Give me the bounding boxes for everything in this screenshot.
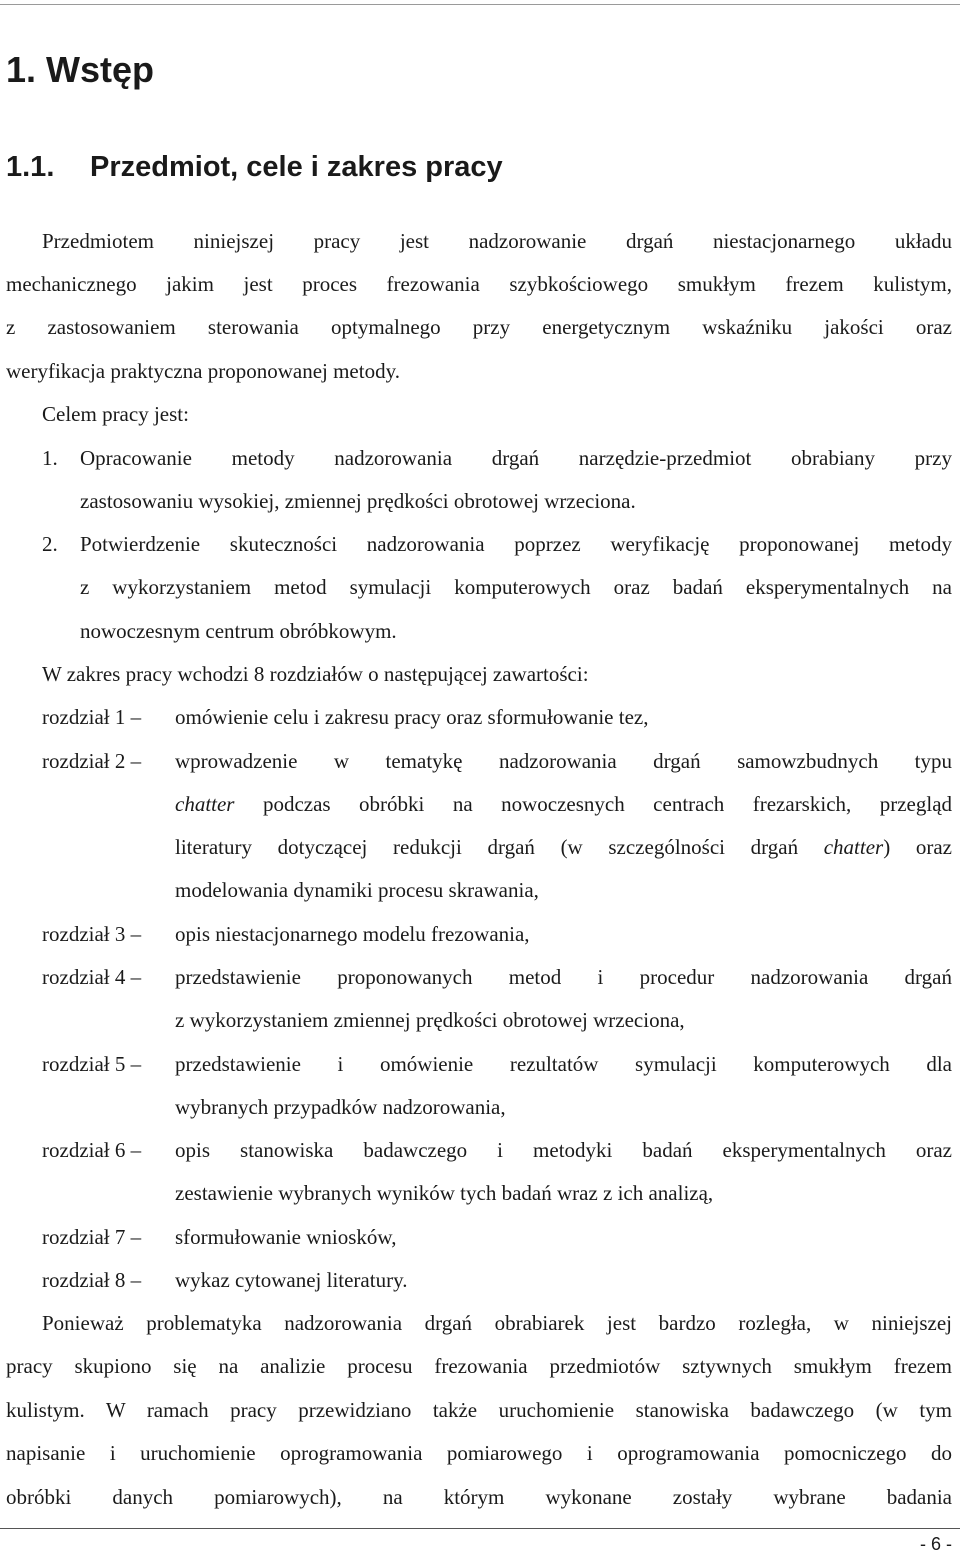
- chapter-4-label: rozdział 4 –: [42, 965, 142, 989]
- chapter-5-line-2: wybranych przypadków nadzorowania,: [175, 1095, 506, 1119]
- chapter-heading: 1. Wstęp: [6, 49, 155, 90]
- chapter-6-label: rozdział 6 –: [42, 1138, 142, 1162]
- goal-1-line-2: zastosowaniu wysokiej, zmiennej prędkości obrotowej wrzeciona.: [80, 489, 636, 513]
- chapter-3-label: rozdział 3 –: [42, 922, 142, 946]
- footer-rule: [0, 1528, 960, 1529]
- intro-line-2: mechanicznego jakim jest proces frezowania szybkościowego smukłym frezem kulistym,: [6, 272, 952, 296]
- chatter-term: chatter: [823, 835, 884, 859]
- chapter-2-line-2: chatter podczas obróbki na nowoczesnych centrach frezarskich, przegląd: [175, 792, 952, 816]
- closing-line-5: obróbki danych pomiarowych), na którym wykonane zostały wybrane badania: [6, 1485, 952, 1509]
- goal-number-2: 2.: [42, 532, 58, 556]
- chapter-8-label: rozdział 8 –: [42, 1268, 142, 1292]
- intro-line-3: z zastosowaniem sterowania optymalnego przy energetycznym wskaźniku jakości oraz: [6, 315, 952, 339]
- goal-1-line-1: Opracowanie metody nadzorowania drgań narzędzie-przedmiot obrabiany przy: [80, 446, 952, 470]
- closing-line-2: pracy skupiono się na analizie procesu frezowania przedmiotów sztywnych smukłym frezem: [6, 1354, 952, 1378]
- goal-2-line-1: Potwierdzenie skuteczności nadzorowania poprzez weryfikację proponowanej metody: [80, 532, 952, 556]
- closing-line-3: kulistym. W ramach pracy przewidziano także uruchomienie stanowiska badawczego (w tym: [6, 1398, 952, 1422]
- chapter-2-label: rozdział 2 –: [42, 749, 142, 773]
- intro-line-1: Przedmiotem niniejszej pracy jest nadzorowanie drgań niestacjonarnego układu: [42, 229, 952, 253]
- top-rule: [0, 4, 960, 5]
- chapter-6-line-2: zestawienie wybranych wyników tych badań wraz z ich analizą,: [175, 1181, 714, 1205]
- section-title: Przedmiot, cele i zakres pracy: [90, 151, 503, 183]
- chapter-2-line-4: modelowania dynamiki procesu skrawania,: [175, 878, 539, 902]
- section-number: 1.1.: [6, 151, 55, 183]
- chapter-1-label: rozdział 1 –: [42, 705, 142, 729]
- goal-2-line-3: nowoczesnym centrum obróbkowym.: [80, 619, 397, 643]
- chapter-7-label: rozdział 7 –: [42, 1225, 142, 1249]
- chapter-3-text: opis niestacjonarnego modelu frezowania,: [175, 922, 530, 946]
- goal-2-line-2: z wykorzystaniem metod symulacji komputerowych oraz badań eksperymentalnych na: [80, 575, 952, 599]
- page-number: - 6 -: [919, 1534, 952, 1554]
- chapter-5-label: rozdział 5 –: [42, 1052, 142, 1076]
- scope-intro: W zakres pracy wchodzi 8 rozdziałów o następującej zawartości:: [42, 662, 589, 686]
- chapter-2-line-3: literatury dotyczącej redukcji drgań (w szczególności drgań chatter) oraz: [175, 835, 952, 859]
- section-heading: [6, 146, 503, 188]
- closing-line-1: Ponieważ problematyka nadzorowania drgań obrabiarek jest bardzo rozległa, w niniejszej: [42, 1311, 952, 1335]
- chapter-5-line-1: przedstawienie i omówienie rezultatów symulacji komputerowych dla: [175, 1052, 952, 1076]
- chapter-8-text: wykaz cytowanej literatury.: [175, 1268, 408, 1292]
- chapter-4-line-1: przedstawienie proponowanych metod i procedur nadzorowania drgań: [175, 965, 952, 989]
- chapter-1-text: omówienie celu i zakresu pracy oraz sformułowanie tez,: [175, 705, 649, 729]
- chapter-2-line-1: wprowadzenie w tematykę nadzorowania drgań samowzbudnych typu: [175, 749, 952, 773]
- chapter-4-line-2: z wykorzystaniem zmiennej prędkości obrotowej wrzeciona,: [175, 1008, 685, 1032]
- chapter-7-text: sformułowanie wniosków,: [175, 1225, 397, 1249]
- goals-intro: Celem pracy jest:: [42, 402, 189, 426]
- chapter-6-line-1: opis stanowiska badawczego i metodyki badań eksperymentalnych oraz: [175, 1138, 952, 1162]
- intro-line-4: weryfikacja praktyczna proponowanej metody.: [6, 359, 400, 383]
- chatter-term: chatter: [175, 792, 235, 816]
- closing-line-4: napisanie i uruchomienie oprogramowania pomiarowego i oprogramowania pomocniczego do: [6, 1441, 952, 1465]
- goal-number-1: 1.: [42, 446, 58, 470]
